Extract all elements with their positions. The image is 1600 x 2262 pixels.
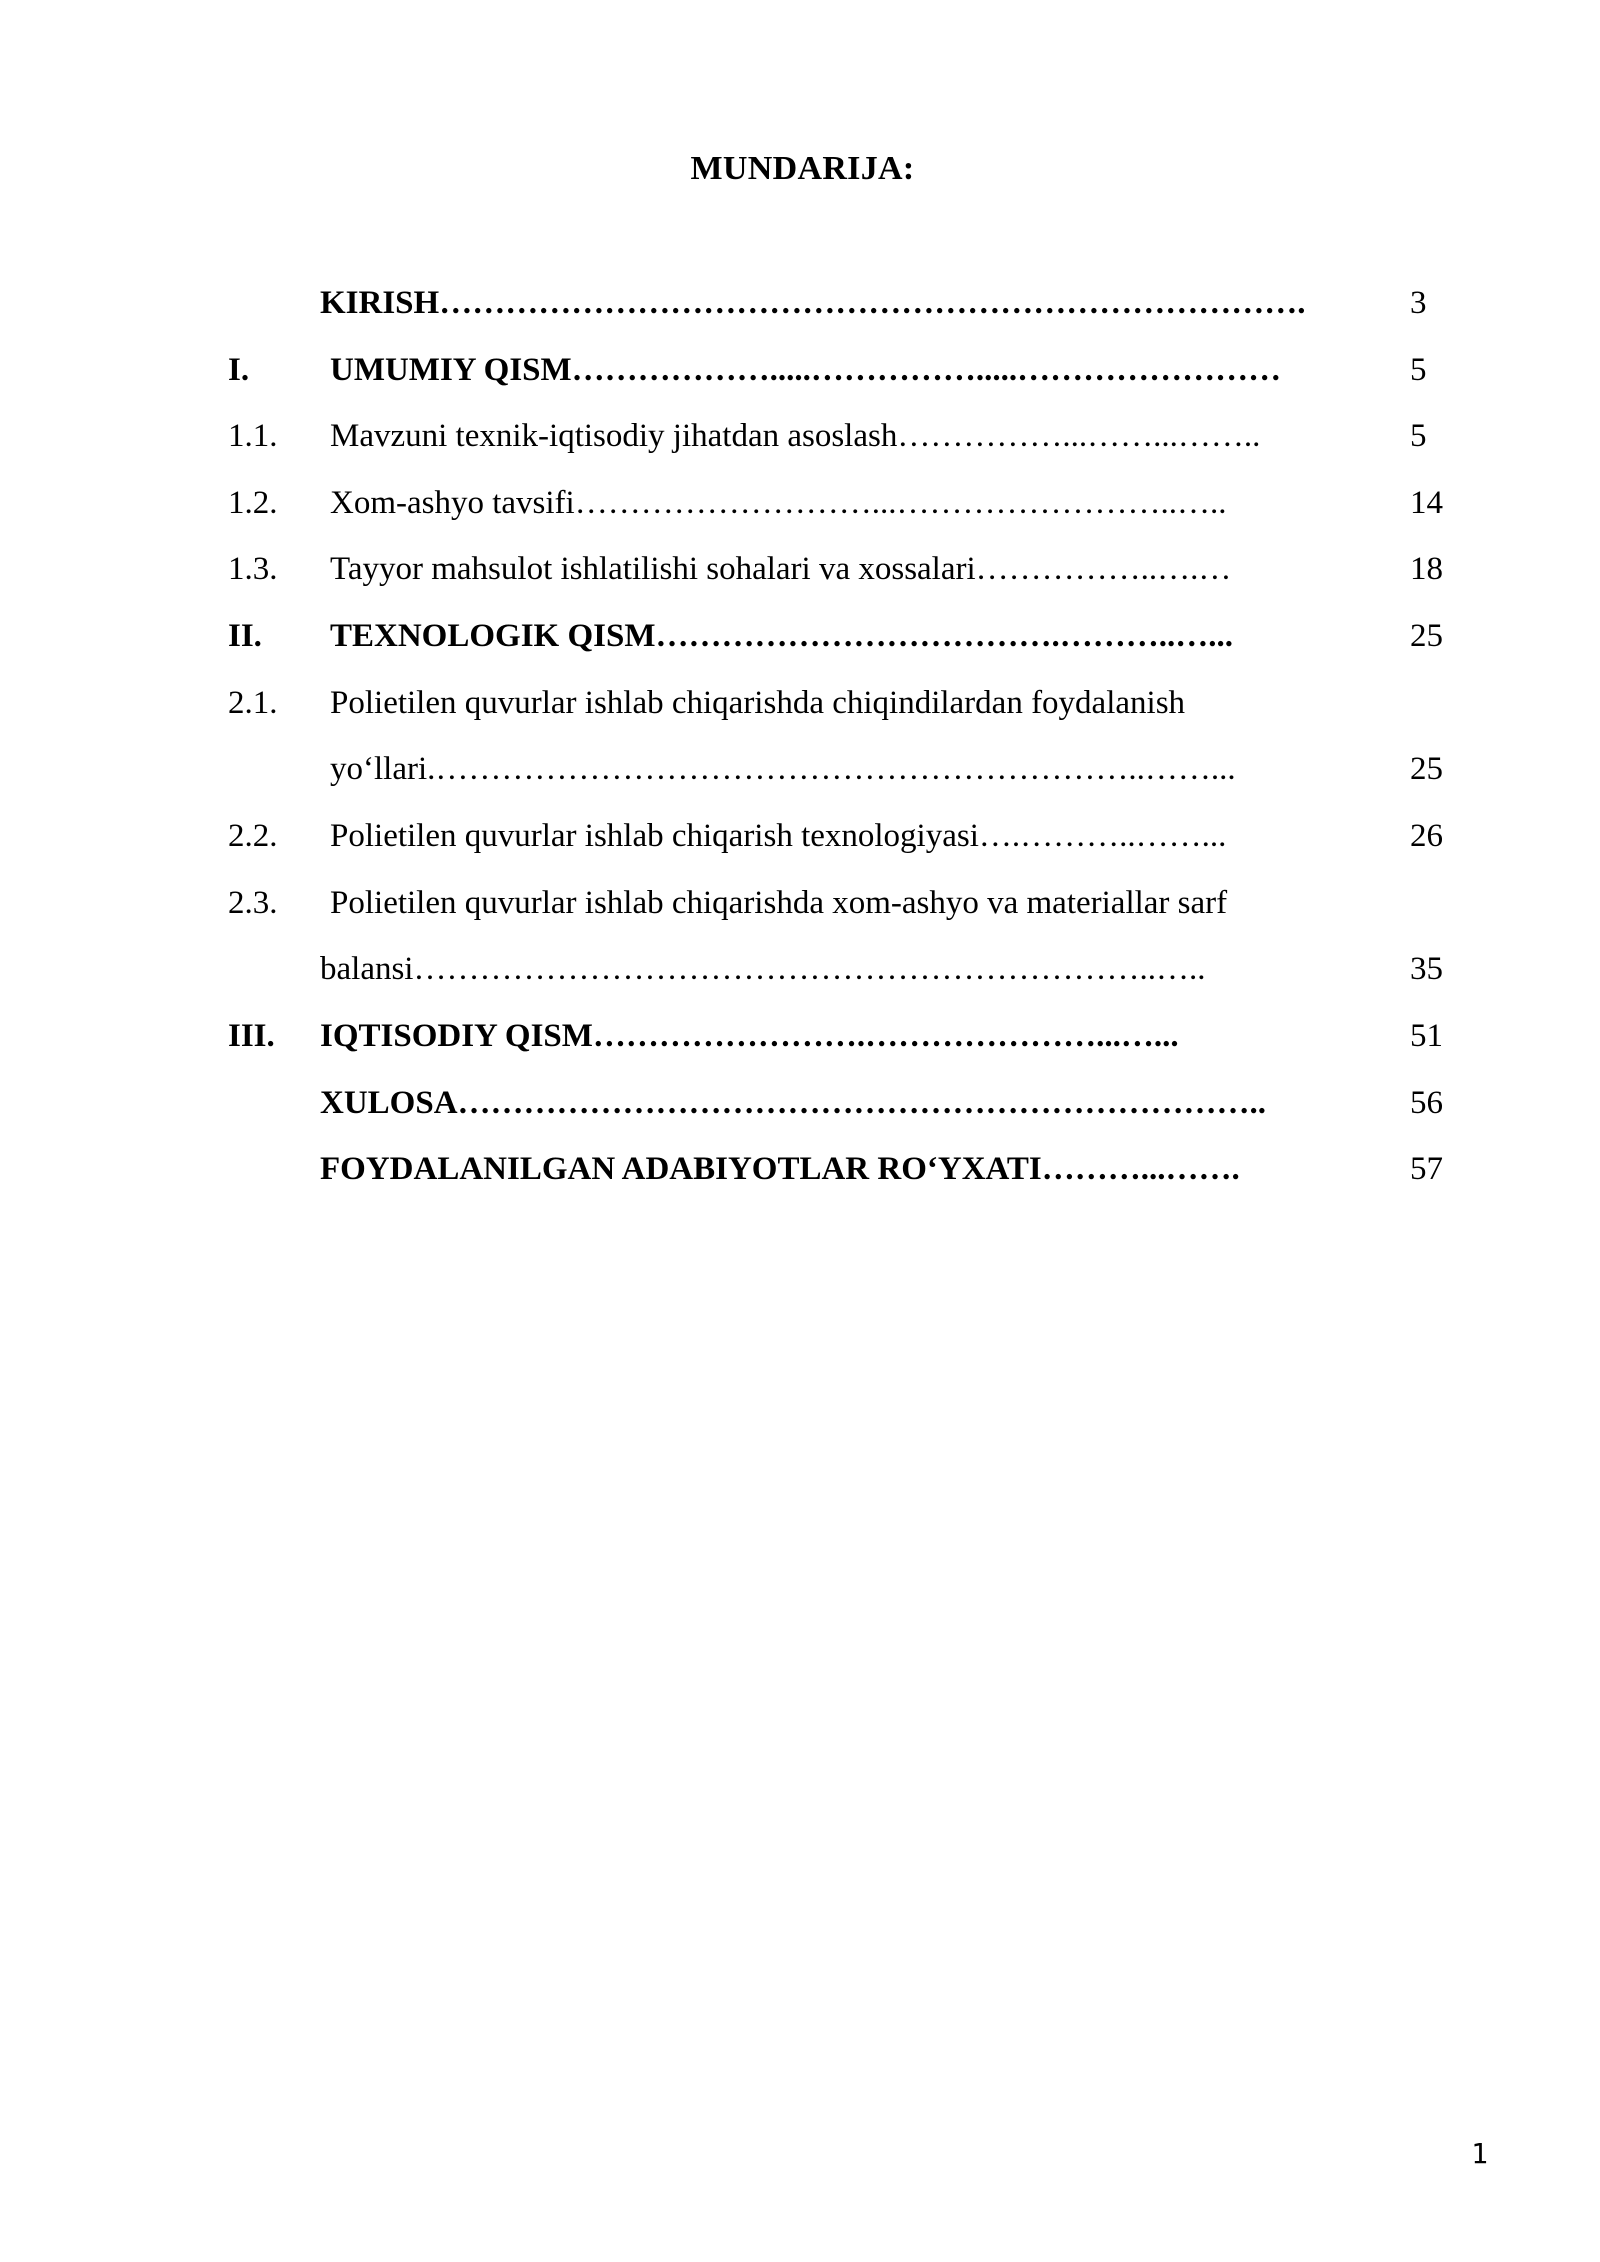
toc-entry-title: Mavzuni texnik-iqtisodiy jihatdan asoslash……………...……...……..: [330, 418, 1261, 454]
toc-entry-page: 26: [1410, 818, 1443, 854]
toc-entry-title: Polietilen quvurlar ishlab chiqarish texnologiyasi….………..……...: [330, 818, 1227, 854]
toc-entry-xulosa: [0, 1078, 1600, 1128]
page-title: MUNDARIJA:: [690, 150, 915, 187]
toc-entry-references: [0, 1144, 1600, 1194]
toc-entry-1-1: [0, 411, 1600, 461]
toc-entry-section-3: [0, 1011, 1600, 1061]
toc-entry-title: FOYDALANILGAN ADABIYOTLAR RO‘YXATI………...…….: [320, 1151, 1240, 1187]
toc-entry-2-2: [0, 811, 1600, 861]
toc-entry-page: 25: [1410, 751, 1443, 787]
toc-entry-title: Tayyor mahsulot ishlatilishi sohalari va xossalari……………..….…: [330, 551, 1232, 587]
toc-entry-number: III.: [228, 1018, 275, 1054]
toc-entry-title: Polietilen quvurlar ishlab chiqarishda chiqindilardan foydalanish: [330, 685, 1186, 721]
toc-entry-page: 5: [1410, 418, 1427, 454]
toc-entry-page: 57: [1410, 1151, 1443, 1187]
toc-entry-title: balansi…………………………………………………………..…..: [320, 951, 1206, 987]
toc-entry-number: 2.1.: [228, 685, 278, 721]
toc-entry-title: KIRISH…………………………………………………………………….: [320, 285, 1306, 321]
toc-entry-page: 56: [1410, 1085, 1443, 1121]
toc-entry-title: XULOSA………………………………………………………………..: [320, 1085, 1267, 1121]
toc-entry-number: I.: [228, 352, 250, 388]
toc-entry-section-1: [0, 345, 1600, 395]
page-number: 1: [1471, 2137, 1488, 2170]
toc-entry-title: Xom-ashyo tavsifi………………………...……………………..…..: [330, 485, 1227, 521]
toc-entry-2-1: [0, 678, 1600, 728]
toc-entry-2-3: [0, 878, 1600, 928]
toc-entry-page: 18: [1410, 551, 1443, 587]
toc-entry-kirish: [0, 278, 1600, 328]
toc-entry-page: 3: [1410, 285, 1427, 321]
toc-entry-2-1-continued: [0, 744, 1600, 794]
toc-entry-number: 1.2.: [228, 485, 278, 521]
toc-entry-title: yo‘llari.………………………………………………………..……...: [330, 751, 1236, 787]
toc-entry-1-2: [0, 478, 1600, 528]
toc-entry-title: Polietilen quvurlar ishlab chiqarishda xom-ashyo va materiallar sarf: [330, 885, 1228, 921]
toc-entry-title: TEXNOLOGIK QISM……………………………….………..…...: [330, 618, 1233, 654]
toc-entry-1-3: [0, 544, 1600, 594]
toc-entry-number: 1.3.: [228, 551, 278, 587]
toc-entry-section-2: [0, 611, 1600, 661]
toc-entry-page: 25: [1410, 618, 1443, 654]
toc-entry-page: 35: [1410, 951, 1443, 987]
toc-entry-number: 2.2.: [228, 818, 278, 854]
toc-entry-title: IQTISODIY QISM…………………….…………………...…...: [320, 1018, 1179, 1054]
toc-entry-2-3-continued: [0, 944, 1600, 994]
toc-entry-number: II.: [228, 618, 262, 654]
toc-entry-page: 51: [1410, 1018, 1443, 1054]
toc-entry-number: 2.3.: [228, 885, 278, 921]
toc-entry-title: UMUMIY QISM……………….....…………….....……………………: [330, 352, 1282, 388]
toc-entry-number: 1.1.: [228, 418, 278, 454]
toc-entry-page: 5: [1410, 352, 1427, 388]
toc-entry-page: 14: [1410, 485, 1443, 521]
